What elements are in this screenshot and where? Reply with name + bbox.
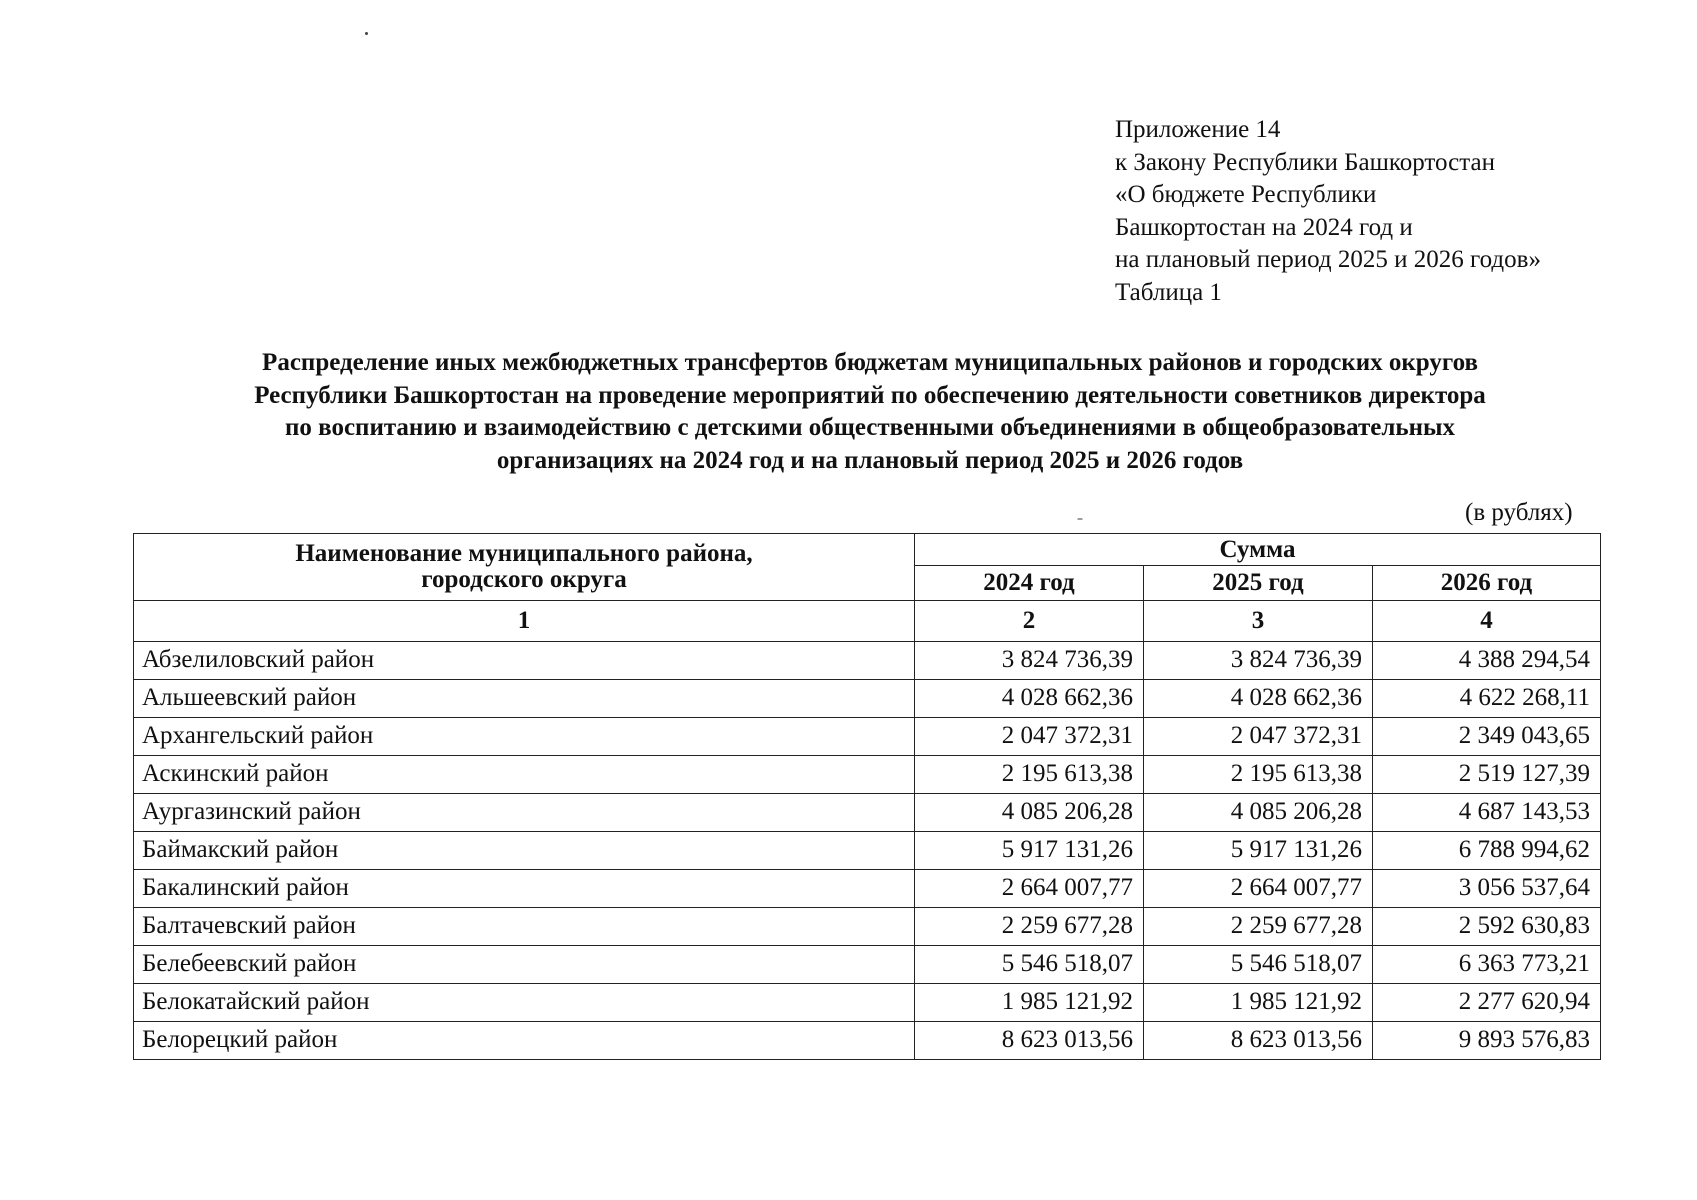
amount-2026: 4 622 268,11: [1373, 680, 1601, 718]
amount-2024: 2 195 613,38: [915, 756, 1144, 794]
amount-2025: 2 195 613,38: [1144, 756, 1373, 794]
appendix-line: Башкортостан на 2024 год и: [1115, 213, 1413, 241]
header-name-cell: [134, 534, 915, 601]
scan-speck: [1077, 518, 1083, 520]
title-line: по воспитанию и взаимодействию с детскими общественными объединениями в общеобразовательных: [284, 414, 1456, 441]
amount-2025: 2 047 372,31: [1144, 718, 1373, 756]
amount-2024: 5 546 518,07: [915, 946, 1144, 984]
table-row: [134, 908, 1601, 946]
document-title: [120, 347, 1620, 477]
amount-2025: 2 259 677,28: [1144, 908, 1373, 946]
header-year-2025: 2025 год: [1144, 566, 1373, 601]
table-row: [134, 870, 1601, 908]
column-number: 1: [134, 601, 915, 642]
table-row: [134, 680, 1601, 718]
appendix-line: к Закону Республики Башкортостан: [1115, 148, 1495, 176]
amount-2026: 4 388 294,54: [1373, 642, 1601, 680]
amount-2026: 6 363 773,21: [1373, 946, 1601, 984]
title-line: организациях на 2024 год и на плановый период 2025 и 2026 годов: [496, 446, 1244, 474]
amount-2024: 3 824 736,39: [915, 642, 1144, 680]
column-number: 4: [1373, 601, 1601, 642]
header-name-line: Наименование муниципального района,: [295, 539, 753, 567]
header-year-2024: 2024 год: [915, 566, 1144, 601]
amount-2024: 5 917 131,26: [915, 832, 1144, 870]
header-year-2026: 2026 год: [1373, 566, 1601, 601]
amount-2024: 2 259 677,28: [915, 908, 1144, 946]
table-row: [134, 756, 1601, 794]
amount-2024: 2 047 372,31: [915, 718, 1144, 756]
table-row: [134, 946, 1601, 984]
amount-2025: 4 085 206,28: [1144, 794, 1373, 832]
district-name: Аскинский район: [134, 756, 915, 794]
amount-2024: 4 085 206,28: [915, 794, 1144, 832]
amount-2025: 8 623 013,56: [1144, 1022, 1373, 1060]
amount-2025: 3 824 736,39: [1144, 642, 1373, 680]
column-number-row: [134, 601, 1601, 642]
amount-2025: 5 917 131,26: [1144, 832, 1373, 870]
amount-2026: 3 056 537,64: [1373, 870, 1601, 908]
column-number: 2: [915, 601, 1144, 642]
appendix-header: [1115, 114, 1541, 309]
amount-2024: 4 028 662,36: [915, 680, 1144, 718]
table-row: [134, 718, 1601, 756]
title-line: Распределение иных межбюджетных трансфертов бюджетам муниципальных районов и городских округов: [262, 349, 1478, 376]
column-number: 3: [1144, 601, 1373, 642]
amount-2025: 2 664 007,77: [1144, 870, 1373, 908]
table-row: [134, 832, 1601, 870]
amount-2026: 6 788 994,62: [1373, 832, 1601, 870]
header-sum: Сумма: [915, 534, 1601, 566]
appendix-line: на плановый период 2025 и 2026 годов»: [1115, 246, 1541, 273]
appendix-line: «О бюджете Республики: [1115, 181, 1377, 208]
amount-2024: 8 623 013,56: [915, 1022, 1144, 1060]
amount-2024: 2 664 007,77: [915, 870, 1144, 908]
district-name: Белорецкий район: [134, 1022, 915, 1060]
units-note: (в рублях): [1465, 499, 1573, 526]
transfers-table: [133, 533, 1601, 1060]
amount-2026: 2 592 630,83: [1373, 908, 1601, 946]
scan-speck: [365, 32, 368, 35]
district-name: Балтачевский район: [134, 908, 915, 946]
district-name: Белебеевский район: [134, 946, 915, 984]
amount-2026: 2 349 043,65: [1373, 718, 1601, 756]
amount-2025: 1 985 121,92: [1144, 984, 1373, 1022]
table-row: [134, 984, 1601, 1022]
table-row: [134, 794, 1601, 832]
district-name: Аургазинский район: [134, 794, 915, 832]
amount-2025: 5 546 518,07: [1144, 946, 1373, 984]
amount-2024: 1 985 121,92: [915, 984, 1144, 1022]
district-name: Альшеевский район: [134, 680, 915, 718]
district-name: Абзелиловский район: [134, 642, 915, 680]
table-row: [134, 1022, 1601, 1060]
appendix-line: Таблица 1: [1115, 278, 1222, 306]
amount-2026: 2 519 127,39: [1373, 756, 1601, 794]
amount-2025: 4 028 662,36: [1144, 680, 1373, 718]
amount-2026: 2 277 620,94: [1373, 984, 1601, 1022]
title-line: Республики Башкортостан на проведение мероприятий по обеспечению деятельности советников директора: [254, 381, 1486, 409]
district-name: Белокатайский район: [134, 984, 915, 1022]
table-row: [134, 642, 1601, 680]
appendix-line: Приложение 14: [1115, 116, 1281, 143]
district-name: Архангельский район: [134, 718, 915, 756]
amount-2026: 9 893 576,83: [1373, 1022, 1601, 1060]
amount-2026: 4 687 143,53: [1373, 794, 1601, 832]
header-name-line: городского округа: [421, 566, 627, 593]
district-name: Бакалинский район: [134, 870, 915, 908]
district-name: Баймакский район: [134, 832, 915, 870]
